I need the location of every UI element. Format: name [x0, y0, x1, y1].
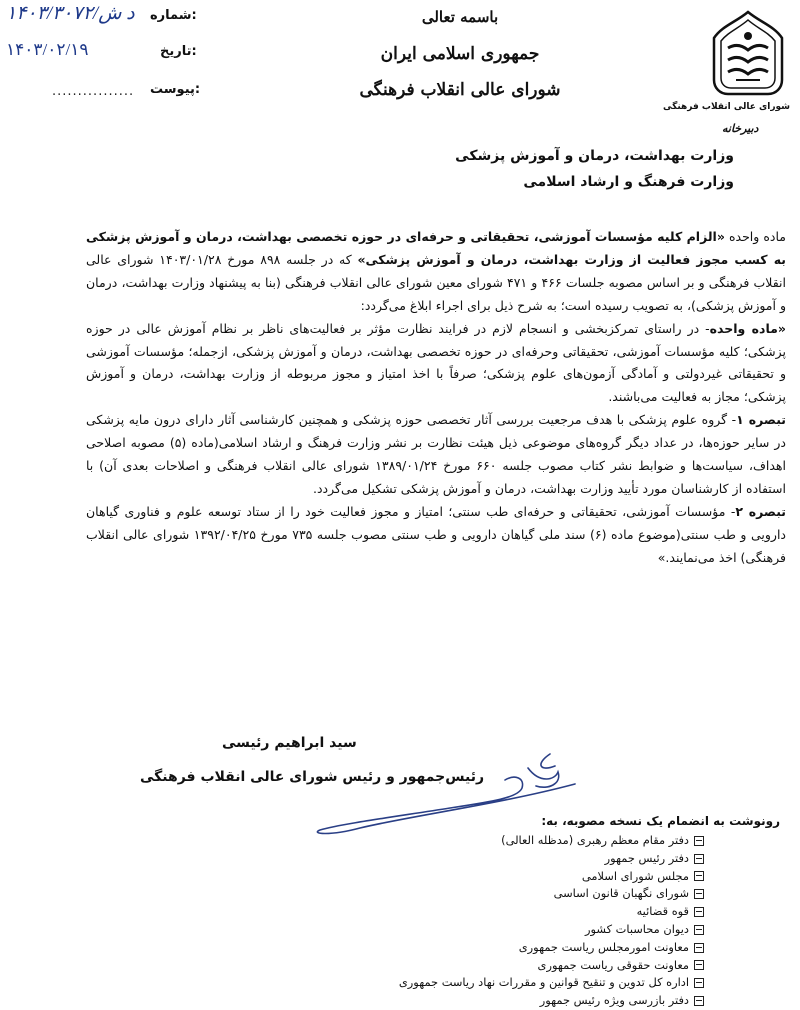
note-2-text: - مؤسسات آموزشی، تحقیقاتی و حرفه‌ای طب سنتی؛ امتیاز و مجوز فعالیت خود را از ستاد توسعه علوم و فناوری گیاهان دارویی و طب سنتی(موضوع ماده (۶) سند ملی گیاهان دارویی و طب سنتی مصوب جلسه ۷۳۵ مورخ ۱۳۹۲/۰۴/۲۵ شورای عالی انقلاب فرهنگی) اخذ می‌نمایند.» — [86, 503, 786, 565]
cc-item-text: معاونت حقوقی ریاست جمهوری — [537, 957, 689, 972]
checkbox-icon — [694, 907, 704, 917]
cc-item-text: دفتر مقام معظم رهبری (مدظله العالی) — [501, 833, 689, 847]
article-text: - در راستای تمرکزبخشی و انسجام لازم در فرایند نظارت مؤثر بر فعالیت‌های ناظر بر نظام آموزش عالی در حوزه پزشکی؛ کلیه مؤسسات آموزشی، تحقیقاتی وحرفه‌ای در حوزه تخصصی بهداشت، درمان و آموزش پزشکی، ازجمله؛ مؤسسات آموزشی و تحقیقاتی غیردولتی و آمادگی آزمون‌های علوم پزشکی؛ صرفاً با اخذ امتیاز و مجوز مربوطه از وزارت بهداشت، درمان و آموزش پزشکی؛ مجاز به فعالیت می‌باشند. — [86, 320, 786, 405]
cc-item — [344, 974, 704, 992]
basmala: باسمه تعالی — [421, 8, 499, 26]
intro-prefix: ماده واحده — [728, 229, 786, 244]
note-1-text: - گروه علوم پزشکی با هدف مرجعیت بررسی آثار تخصصی حوزه پزشکی و همچنین کارشناسی آثار دارای درون مایه پزشکی در سایر حوزه‌ها، در عداد دیگر گروه‌های موضوعی ذیل هیئت نظارت بر نشر وزارت فرهنگ و ارشاد اسلامی(ماده (۵) مصوبه اصلاحی اهداف، سیاست‌ها و ضوابط نشر کتاب مصوب جلسه ۶۶۰ مورخ ۱۳۸۹/۰۱/۲۴ شورای عالی انقلاب فرهنگی و اصلاحات بعدی آن) با استفاده از کارشناسان مورد تأیید وزارت بهداشت، درمان و آموزش پزشکی تشکیل می‌گردد. — [86, 412, 786, 496]
article-label: «ماده واحده — [709, 320, 786, 336]
secretariat-label: دبیرخانه — [722, 122, 759, 135]
signatory-name: سید ابراهیم رئیسی — [222, 735, 357, 751]
cc-item-text: دفتر رئیس جمهور — [604, 850, 689, 865]
council-emblem — [663, 8, 790, 112]
cc-item-text: معاونت امورمجلس ریاست جمهوری — [518, 939, 689, 954]
cc-item-text: مجلس شورای اسلامی — [581, 868, 689, 883]
date-value: ۱۴۰۳/۰۲/۱۹ — [6, 40, 89, 59]
number-label: شماره: — [150, 8, 197, 23]
article-paragraph — [86, 318, 786, 410]
cc-item-text: اداره کل تدوین و تنقیح قوانین و مقررات نهاد ریاست جمهوری — [398, 975, 689, 990]
checkbox-icon — [694, 996, 704, 1006]
recipient-2: وزارت فرهنگ و ارشاد اسلامی — [523, 174, 734, 190]
cc-item — [344, 885, 704, 903]
note-1-label: تبصره ۱ — [736, 412, 786, 428]
attachment-dots: ................ — [52, 84, 135, 99]
cc-item — [344, 850, 704, 868]
intro-paragraph — [86, 226, 786, 318]
recipient-1: وزارت بهداشت، درمان و آموزش پزشکی — [455, 148, 734, 164]
checkbox-icon — [694, 889, 704, 899]
checkbox-icon — [694, 836, 704, 846]
checkbox-icon — [694, 854, 704, 864]
checkbox-icon — [694, 978, 704, 988]
cc-item — [344, 992, 704, 1010]
intro-text: که در جلسه ۸۹۸ مورخ ۱۴۰۳/۰۱/۲۸ شورای عالی انقلاب فرهنگی و بر اساس مصوبه جلسات ۴۶۶ و ۴۷۱ شورای معین شورای عالی انقلاب فرهنگی (بنا به پیشنهاد وزارت بهداشت، درمان و آموزش پزشکی)، به تصویب رسیده است؛ به شرح ذیل برای اجراء ابلاغ می‌گردد: — [86, 251, 787, 313]
decree-body — [86, 226, 786, 570]
cc-item-text: دفتر بازرسی ویژه رئیس جمهور — [539, 993, 689, 1008]
signatory-title: رئیس‌جمهور و رئیس شورای عالی انقلاب فرهنگی — [140, 769, 485, 785]
cc-item-text: شورای نگهبان قانون اساسی — [553, 886, 689, 901]
checkbox-icon — [694, 943, 704, 953]
council-name: شورای عالی انقلاب فرهنگی — [359, 80, 561, 100]
cc-item — [344, 939, 704, 957]
attachment-label: پیوست: — [150, 82, 201, 97]
country-name: جمهوری اسلامی ایران — [380, 44, 540, 64]
note-2-paragraph — [86, 501, 786, 570]
number-value: ۱۴۰۳/۳۰۷۲/د ش — [6, 3, 135, 24]
date-label: تاریخ: — [160, 44, 197, 59]
cc-list — [344, 832, 704, 1010]
checkbox-icon — [694, 960, 704, 970]
cc-item — [344, 868, 704, 886]
decree-title: «الزام کلیه مؤسسات آموزشی، تحقیقاتی و حرفه‌ای در حوزه تخصصی بهداشت، درمان و آموزش پزشکی به کسب مجوز فعالیت از وزارت بهداشت، درمان و آموزش پزشکی» — [86, 229, 786, 267]
cc-title: رونوشت به انضمام یک نسخه مصوبه، به: — [541, 814, 780, 828]
emblem-icon — [706, 8, 790, 100]
handwritten-signature — [300, 744, 590, 844]
cc-item — [344, 832, 704, 850]
cc-item — [344, 957, 704, 975]
cc-item-text: دیوان محاسبات کشور — [585, 921, 689, 936]
note-1-paragraph — [86, 409, 786, 501]
cc-item — [344, 921, 704, 939]
cc-item — [344, 903, 704, 921]
cc-item-text: قوه قضائیه — [636, 904, 689, 919]
checkbox-icon — [694, 925, 704, 935]
note-2-label: تبصره ۲ — [735, 503, 786, 519]
emblem-caption: شورای عالی انقلاب فرهنگی — [663, 102, 790, 112]
checkbox-icon — [694, 871, 704, 881]
